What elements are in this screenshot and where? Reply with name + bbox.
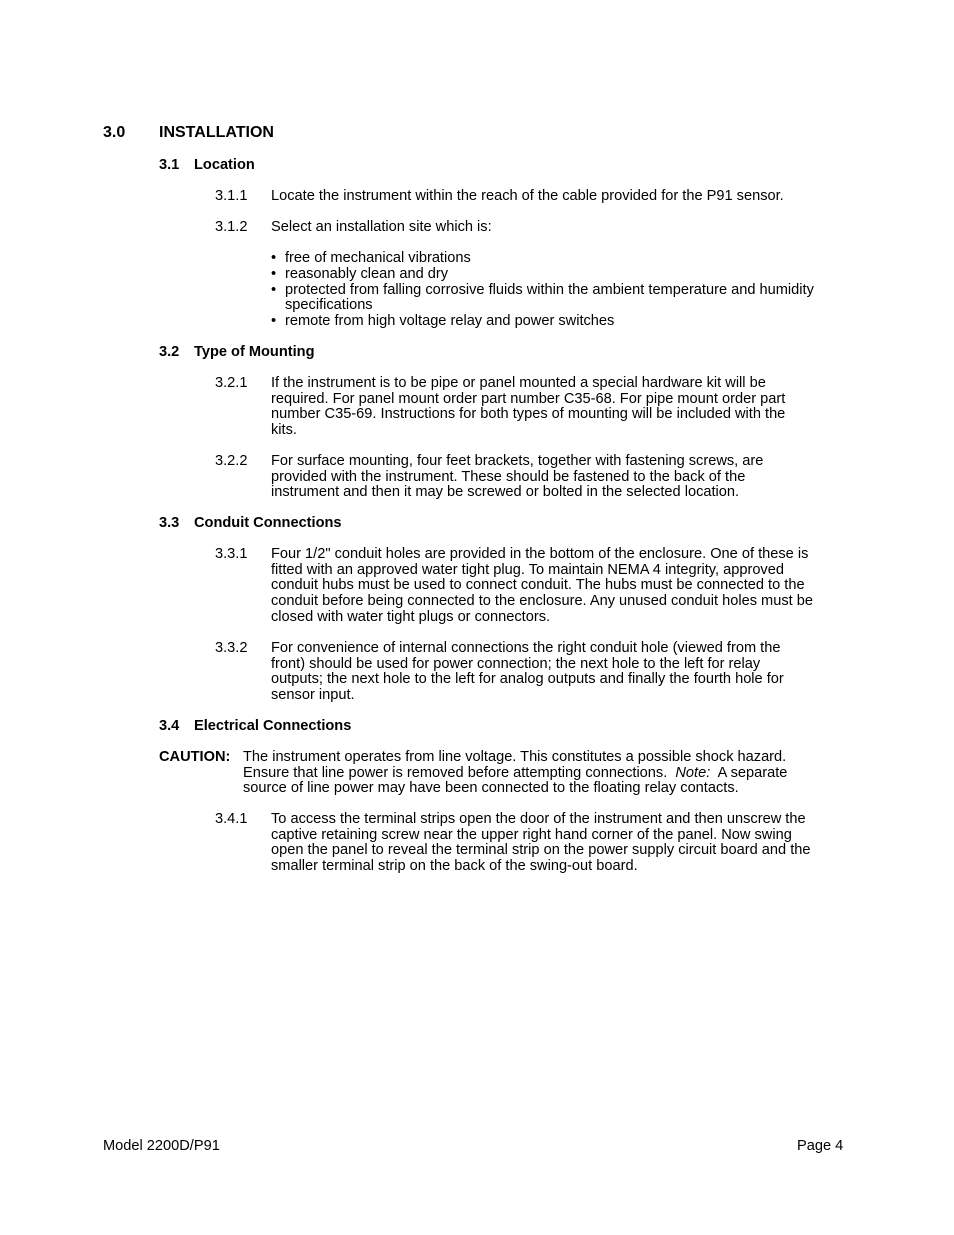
bullet-text: remote from high voltage relay and power switches: [285, 313, 615, 329]
caution-label: CAUTION:: [159, 749, 231, 765]
section-number: 3.0: [103, 124, 126, 141]
para-line: Select an installation site which is:: [271, 219, 492, 235]
caution-text: [243, 750, 843, 797]
caution-line: source of line power may have been connected to the floating relay contacts.: [243, 780, 739, 797]
para-line: instrument and then it may be screwed or bolted in the selected location.: [271, 484, 740, 501]
para-3-4-1-number: 3.4.1: [215, 811, 248, 827]
para-line: smaller terminal strip on the back of the swing-out board.: [271, 858, 638, 875]
bullet-item: [271, 314, 614, 330]
para-line: For convenience of internal connections the right conduit hole (viewed from the: [271, 640, 781, 656]
para-line: sensor input.: [271, 687, 355, 704]
para-line: open the panel to reveal the terminal strip on the power supply circuit board and the: [271, 842, 811, 859]
para-3-2-1-text: [271, 376, 856, 439]
para-3-4-1-text: [271, 812, 856, 875]
para-line: required. For panel mount order part number C35-68. For pipe mount order part: [271, 390, 786, 407]
caution-line-part: A separate: [710, 764, 788, 781]
bullet-symbol: •: [271, 266, 277, 282]
para-3-3-1-text: [271, 547, 856, 626]
heading-mounting: [159, 345, 315, 361]
bullet-symbol: •: [271, 250, 277, 266]
footer-model: Model 2200D/P91: [103, 1138, 220, 1154]
caution-note-label: Note:: [675, 764, 711, 781]
caution-line: The instrument operates from line voltage. This constitutes a possible shock hazard.: [243, 749, 787, 765]
caution-line: [243, 766, 843, 782]
para-3-3-1-number: 3.3.1: [215, 546, 248, 562]
para-line: For surface mounting, four feet brackets, together with fastening screws, are: [271, 453, 764, 469]
para-3-1-2-text: [271, 220, 856, 236]
heading-conduit: [159, 516, 342, 532]
para-line: conduit hubs must be used to connect conduit. The hubs must be connected to the: [271, 577, 805, 594]
bullet-item: [271, 251, 471, 267]
para-line: If the instrument is to be pipe or panel mounted a special hardware kit will be: [271, 375, 766, 391]
bullet-item: [271, 267, 448, 283]
para-3-3-2-number: 3.3.2: [215, 640, 248, 656]
para-3-2-2-number: 3.2.2: [215, 453, 248, 469]
section-title: INSTALLATION: [159, 124, 274, 141]
bullet-text: free of mechanical vibrations: [285, 250, 471, 266]
para-line: captive retaining screw near the upper right hand corner of the panel. Now swing: [271, 826, 792, 843]
bullet-continuation: specifications: [285, 297, 373, 313]
heading-electrical-text: Electrical Connections: [194, 718, 352, 734]
para-line: conduit before being connected to the enclosure. Any unused conduit holes must be: [271, 593, 813, 610]
bullet-text: protected from falling corrosive fluids within the ambient temperature and humidity: [285, 282, 814, 298]
heading-location-number: 3.1: [159, 157, 180, 173]
heading-conduit-text: Conduit Connections: [194, 515, 342, 531]
bullet-symbol: •: [271, 313, 277, 329]
para-3-2-1-number: 3.2.1: [215, 375, 248, 391]
para-line: closed with water tight plugs or connectors.: [271, 608, 551, 625]
heading-mounting-text: Type of Mounting: [194, 344, 315, 360]
para-3-1-2-number: 3.1.2: [215, 219, 248, 235]
bullet-text: reasonably clean and dry: [285, 266, 449, 282]
para-line: kits.: [271, 422, 297, 439]
para-line: outputs; the next hole to the left for analog outputs and finally the fourth hole for: [271, 671, 784, 688]
para-line: provided with the instrument. These should be fastened to the back of the: [271, 468, 746, 485]
para-3-1-1-text: [271, 189, 856, 205]
para-3-3-2-text: [271, 641, 856, 704]
heading-electrical: [159, 719, 351, 735]
caution-line-part: Ensure that line power is removed before attempting connections.: [243, 764, 676, 781]
para-line: To access the terminal strips open the door of the instrument and then unscrew the: [271, 811, 806, 827]
heading-mounting-number: 3.2: [159, 344, 180, 360]
heading-electrical-number: 3.4: [159, 718, 180, 734]
para-line: fitted with an approved water tight plug. To maintain NEMA 4 integrity, approved: [271, 561, 784, 578]
para-line: number C35-69. Instructions for both types of mounting will be included with the: [271, 406, 786, 423]
heading-location: [159, 158, 255, 174]
para-line: Four 1/2" conduit holes are provided in the bottom of the enclosure. One of these is: [271, 546, 809, 562]
footer-page-number: Page 4: [797, 1138, 844, 1154]
heading-location-text: Location: [194, 157, 255, 173]
para-3-1-1-number: 3.1.1: [215, 188, 248, 204]
para-3-2-2-text: [271, 454, 856, 501]
bullet-symbol: •: [271, 282, 277, 298]
heading-conduit-number: 3.3: [159, 515, 180, 531]
para-line: Locate the instrument within the reach of the cable provided for the P91 sensor.: [271, 188, 784, 204]
para-line: front) should be used for power connection; the next hole to the left for relay: [271, 655, 761, 672]
